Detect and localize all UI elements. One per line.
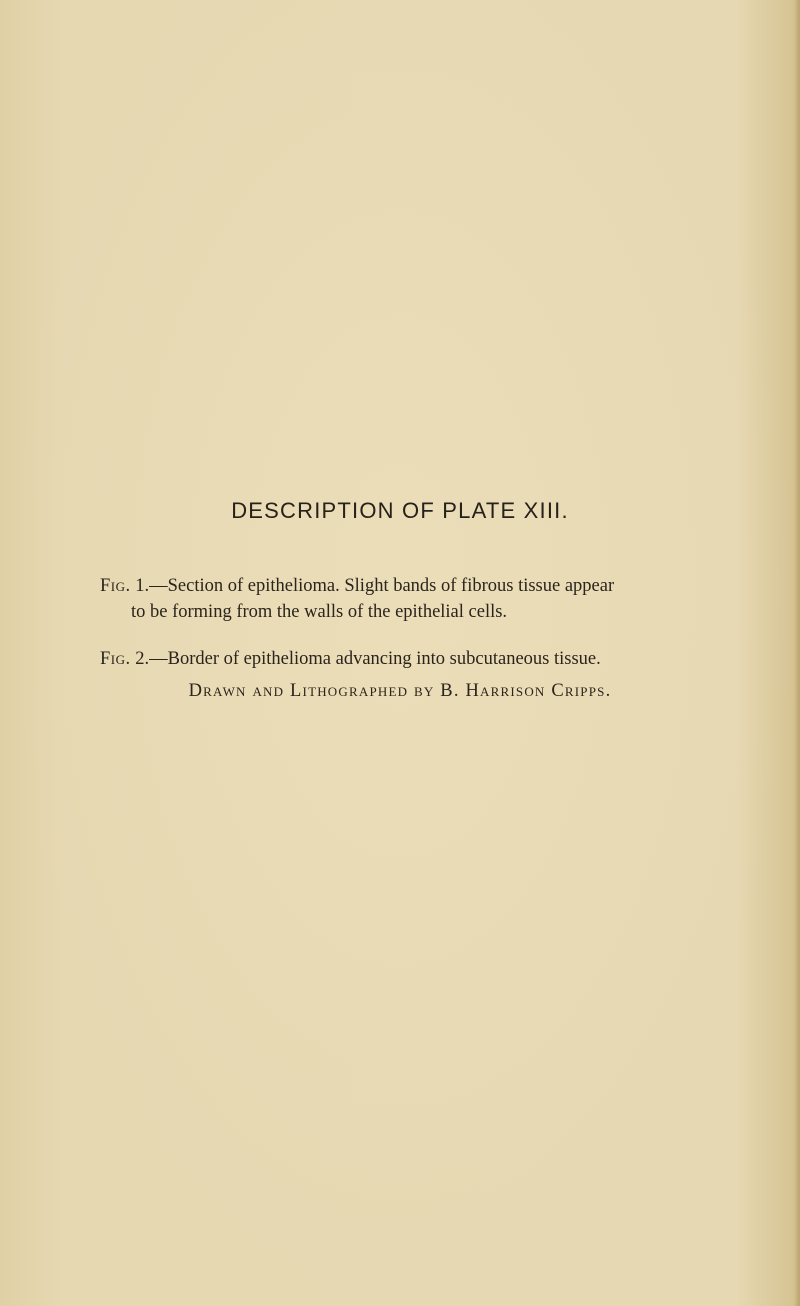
figure-1-line-2: to be forming from the walls of the epithelial cells. [131,602,508,622]
page-edge-shadow [794,0,800,1306]
figure-2-label: Fig. [100,649,131,669]
plate-credit: Drawn and Lithographed by B. Harrison Cripps. [188,681,612,701]
figure-2-description [100,646,710,672]
figure-2-line-1 [100,646,710,672]
figure-1-label: Fig. [100,576,131,596]
figure-1-description [100,573,710,625]
plate-title: DESCRIPTION OF PLATE XIII. [231,498,569,523]
figure-1-line-1 [100,573,710,599]
figure-2-text-1: 2.—Border of epithelioma advancing into subcutaneous tissue. [130,649,601,669]
figure-1-text-1: 1.—Section of epithelioma. Slight bands of fibrous tissue appear [130,576,615,596]
